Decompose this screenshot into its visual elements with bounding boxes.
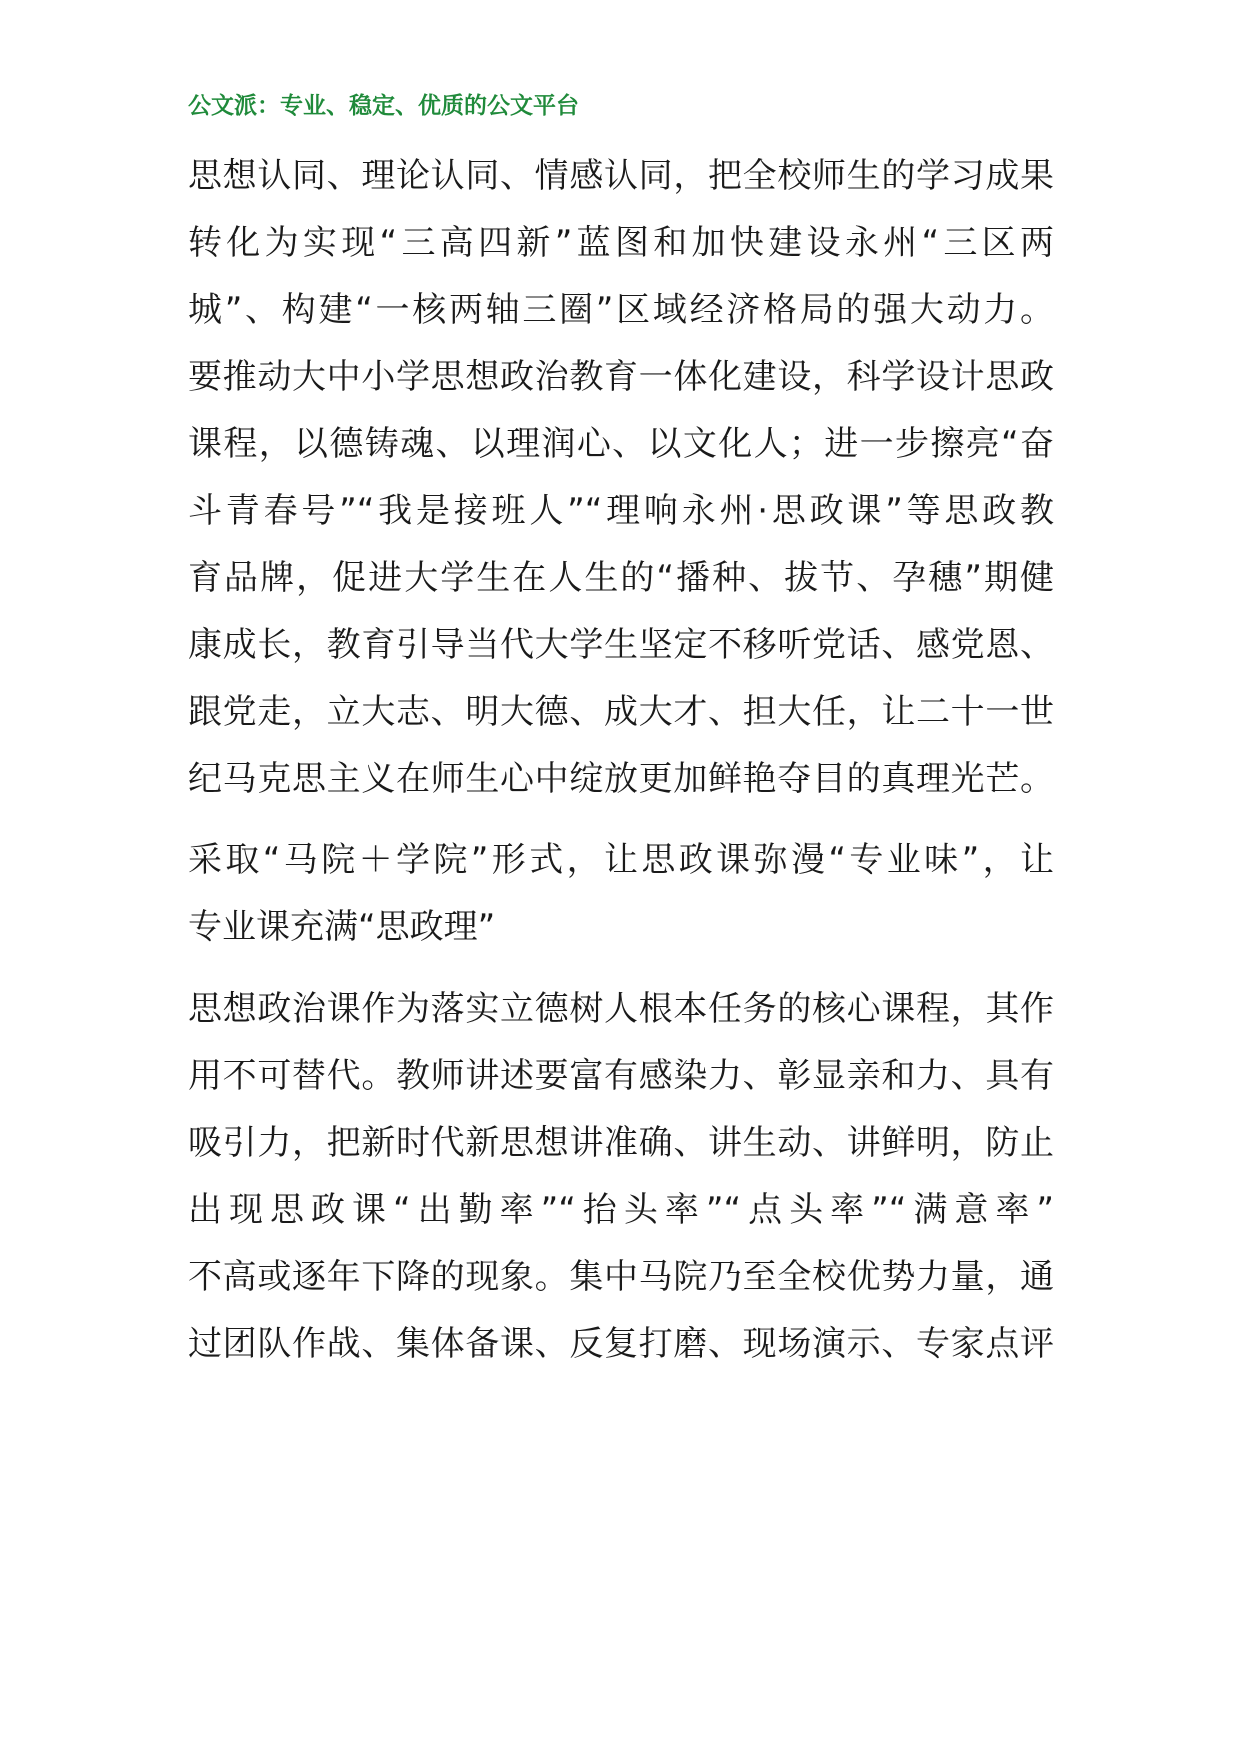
paragraph-4-line-1: 思想政治课作为落实立德树人根本任务的核心课程，其作: [188, 989, 1054, 1029]
paragraph-2-line-2: 课程，以德铸魂、以理润心、以文化人；进一步擦亮“奋: [188, 424, 1054, 464]
paragraph-3-line-1: 采取“马院＋学院”形式，让思政课弥漫“专业味”，让: [188, 840, 1054, 880]
paragraph-2-line-1: 要推动大中小学思想政治教育一体化建设，科学设计思政: [188, 357, 1054, 397]
paragraph-4-line-4: 出现思政课“出勤率”“抬头率”“点头率”“满意率”: [188, 1190, 1054, 1230]
paragraph-2-line-3: 斗青春号”“我是接班人”“理响永州·思政课”等思政教: [188, 491, 1054, 531]
paragraph-1-line-3: 城”、构建“一核两轴三圈”区域经济格局的强大动力。: [188, 290, 1054, 330]
paragraph-1-line-2: 转化为实现“三高四新”蓝图和加快建设永州“三区两: [188, 223, 1054, 263]
paragraph-4-line-6: 过团队作战、集体备课、反复打磨、现场演示、专家点评: [188, 1324, 1054, 1364]
paragraph-2-line-7: 纪马克思主义在师生心中绽放更加鲜艳夺目的真理光芒。: [188, 759, 1054, 799]
header-banner: 公文派：专业、稳定、优质的公文平台: [188, 92, 579, 119]
paragraph-2-line-6: 跟党走，立大志、明大德、成大才、担大任，让二十一世: [188, 692, 1054, 732]
paragraph-1-line-1: 思想认同、理论认同、情感认同，把全校师生的学习成果: [188, 156, 1054, 196]
paragraph-4-line-5: 不高或逐年下降的现象。集中马院乃至全校优势力量，通: [188, 1257, 1054, 1297]
paragraph-3-line-2: 专业课充满“思政理”: [188, 907, 496, 947]
paragraph-2-line-4: 育品牌，促进大学生在人生的“播种、拔节、孕穗”期健: [188, 558, 1054, 598]
paragraph-4-line-2: 用不可替代。教师讲述要富有感染力、彰显亲和力、具有: [188, 1056, 1054, 1096]
paragraph-4-line-3: 吸引力，把新时代新思想讲准确、讲生动、讲鲜明，防止: [188, 1123, 1054, 1163]
paragraph-2-line-5: 康成长，教育引导当代大学生坚定不移听党话、感党恩、: [188, 625, 1054, 665]
